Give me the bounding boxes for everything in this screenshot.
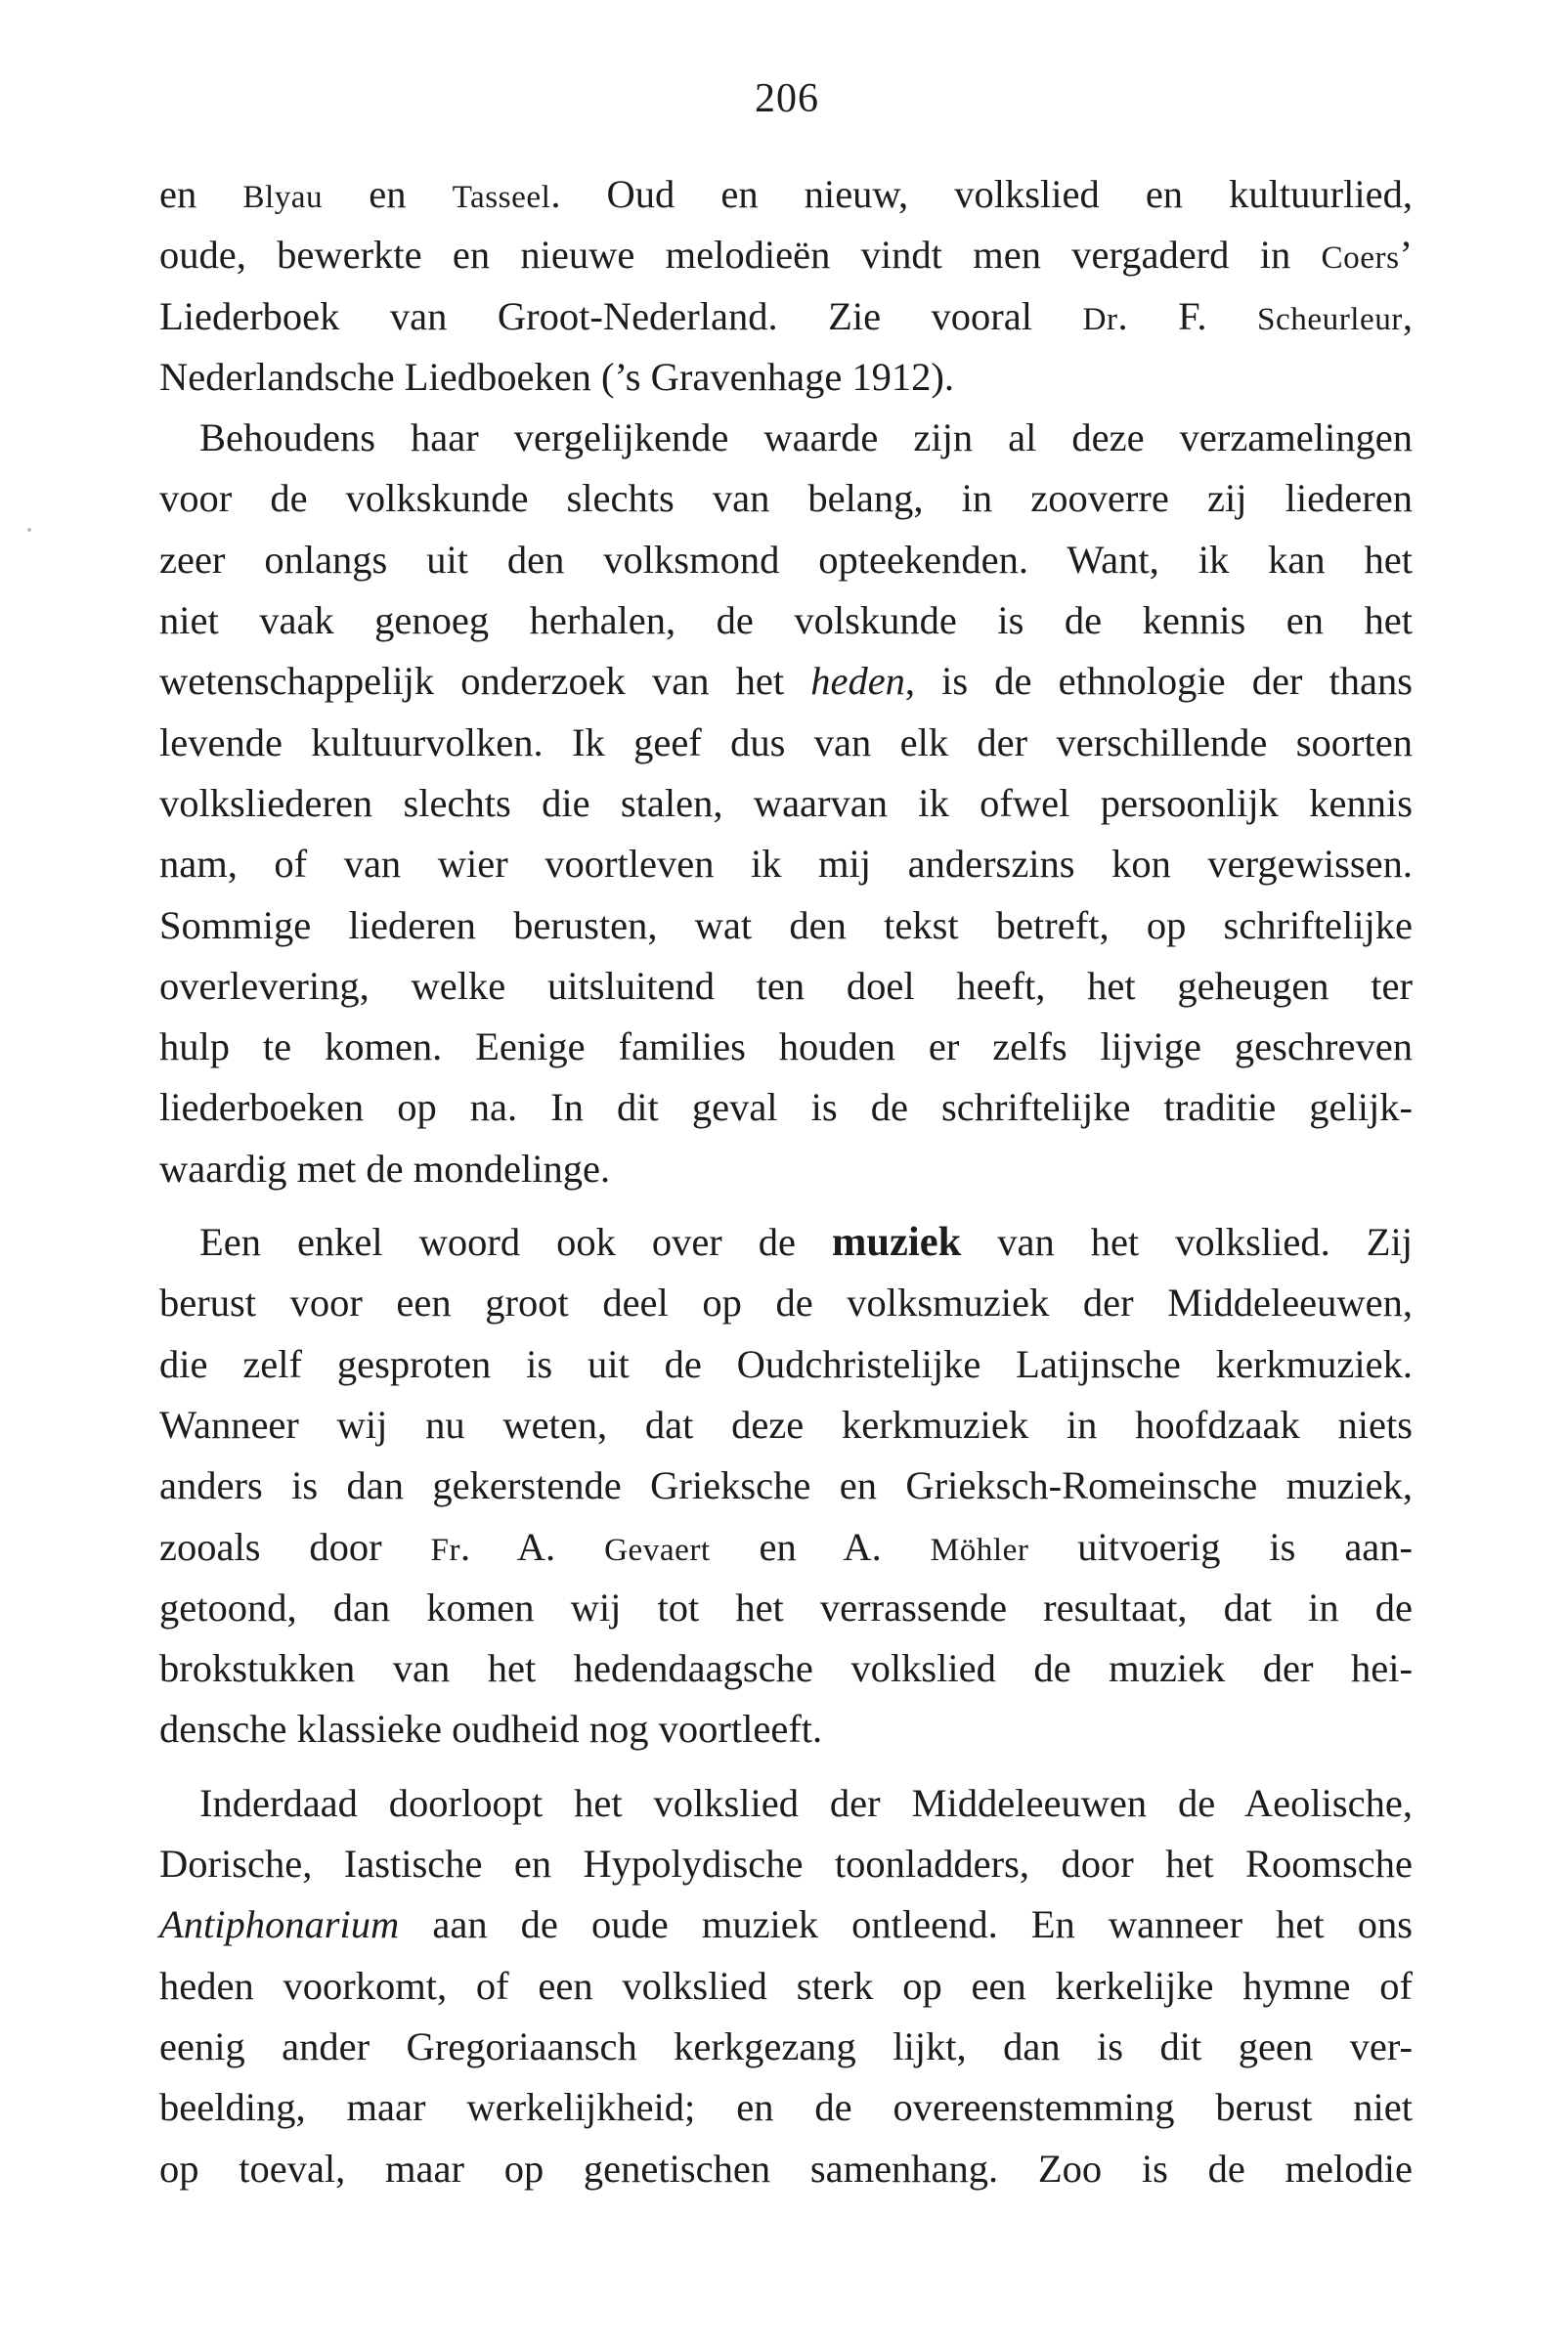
text-line: Liederboek van Groot-Nederland. Zie vooral Dr. F. Scheurleur, bbox=[159, 293, 1413, 338]
author-name: Möhler bbox=[930, 1531, 1029, 1568]
emphasis-word: heden bbox=[810, 659, 905, 704]
text-line: op toeval, maar op genetischen samenhang. Zoo is de melodie bbox=[159, 2146, 1413, 2191]
text-line: brokstukken van het hedendaagsche volkslied de muziek der hei- bbox=[159, 1646, 1413, 1691]
text-line: hulp te komen. Eenige families houden er zelfs lijvige geschreven bbox=[159, 1024, 1413, 1069]
text-line: zooals door Fr. A. Gevaert en A. Möhler uitvoerig is aan- bbox=[159, 1524, 1414, 1569]
text-line: Antiphonarium aan de oude muziek ontleend. En wanneer het ons bbox=[159, 1902, 1413, 1947]
text-line: Dorische, Iastische en Hypolydische toonladders, door het Roomsche bbox=[159, 1842, 1413, 1887]
text-line: nam, of van wier voortleven ik mij anderszins kon vergewissen. bbox=[159, 842, 1413, 887]
text-line: heden voorkomt, of een volkslied sterk op een kerkelijke hymne of bbox=[159, 1963, 1413, 2008]
text-line: getoond, dan komen wij tot het verrassende resultaat, dat in de bbox=[159, 1585, 1413, 1630]
author-name: Scheurleur bbox=[1257, 300, 1403, 337]
text-line: Een enkel woord ook over de muziek van het volkslied. Zij bbox=[199, 1219, 1413, 1266]
text-line: densche klassieke oudheid nog voortleeft. bbox=[159, 1707, 823, 1752]
text-line: Nederlandsche Liedboeken (’s Gravenhage 1912). bbox=[159, 354, 955, 399]
text-line: Wanneer wij nu weten, dat deze kerkmuziek in hoofdzaak niets bbox=[159, 1402, 1413, 1447]
text-line: Sommige liederen berusten, wat den tekst betreft, op schriftelijke bbox=[159, 902, 1413, 947]
author-title: Fr bbox=[430, 1531, 461, 1568]
text-line: eenig ander Gregoriaansch kerkgezang lijkt, dan is dit geen ver- bbox=[159, 2023, 1413, 2068]
text-line: berust voor een groot deel op de volksmuziek der Middeleeuwen, bbox=[159, 1281, 1413, 1326]
text-line: niet vaak genoeg herhalen, de volskunde is de kennis en het bbox=[159, 598, 1413, 643]
text-line: die zelf gesproten is uit de Oudchristelijke Latijnsche kerkmuziek. bbox=[159, 1341, 1413, 1386]
text-line: zeer onlangs uit den volksmond opteekenden. Want, ik kan het bbox=[159, 537, 1413, 582]
text-line: en Blyau en Tasseel. Oud en nieuw, volkslied en kultuurlied, bbox=[159, 172, 1413, 216]
author-name: Coers bbox=[1321, 239, 1400, 277]
author-name: Tasseel bbox=[452, 179, 551, 215]
text-line: wetenschappelijk onderzoek van het heden, is de ethnologie der thans bbox=[159, 659, 1414, 704]
text-line: Behoudens haar vergelijkende waarde zijn al deze verzamelingen bbox=[199, 415, 1413, 460]
text-line: waardig met de mondelinge. bbox=[159, 1146, 611, 1191]
text-line: levende kultuurvolken. Ik geef dus van elk der verschillende soorten bbox=[159, 719, 1413, 764]
text-line: overlevering, welke uitsluitend ten doel heeft, het geheugen ter bbox=[159, 963, 1413, 1008]
text-line: Inderdaad doorloopt het volkslied der Middeleeuwen de Aeolische, bbox=[199, 1780, 1413, 1825]
text-line: voor de volkskunde slechts van belang, in zooverre zij liederen bbox=[159, 476, 1413, 521]
author-title: Dr bbox=[1082, 300, 1118, 337]
margin-mark bbox=[27, 528, 31, 532]
bold-keyword: muziek bbox=[831, 1219, 962, 1266]
text-line: volksliederen slechts die stalen, waarvan ik ofwel persoonlijk kennis bbox=[159, 780, 1413, 825]
page-number: 206 bbox=[755, 76, 819, 121]
book-title: Antiphonarium bbox=[159, 1902, 400, 1947]
author-name: Blyau bbox=[242, 179, 324, 215]
text-line: anders is dan gekerstende Grieksche en Grieksch-Romeinsche muziek, bbox=[159, 1463, 1413, 1508]
text-line: oude, bewerkte en nieuwe melodieën vindt men vergaderd in Coers’ bbox=[159, 233, 1413, 278]
text-line: beelding, maar werkelijkheid; en de overeenstemming berust niet bbox=[159, 2085, 1413, 2130]
page-body bbox=[159, 164, 1413, 2199]
text-line: liederboeken op na. In dit geval is de schriftelijke traditie gelijk- bbox=[159, 1085, 1413, 1130]
author-name: Gevaert bbox=[604, 1531, 711, 1568]
